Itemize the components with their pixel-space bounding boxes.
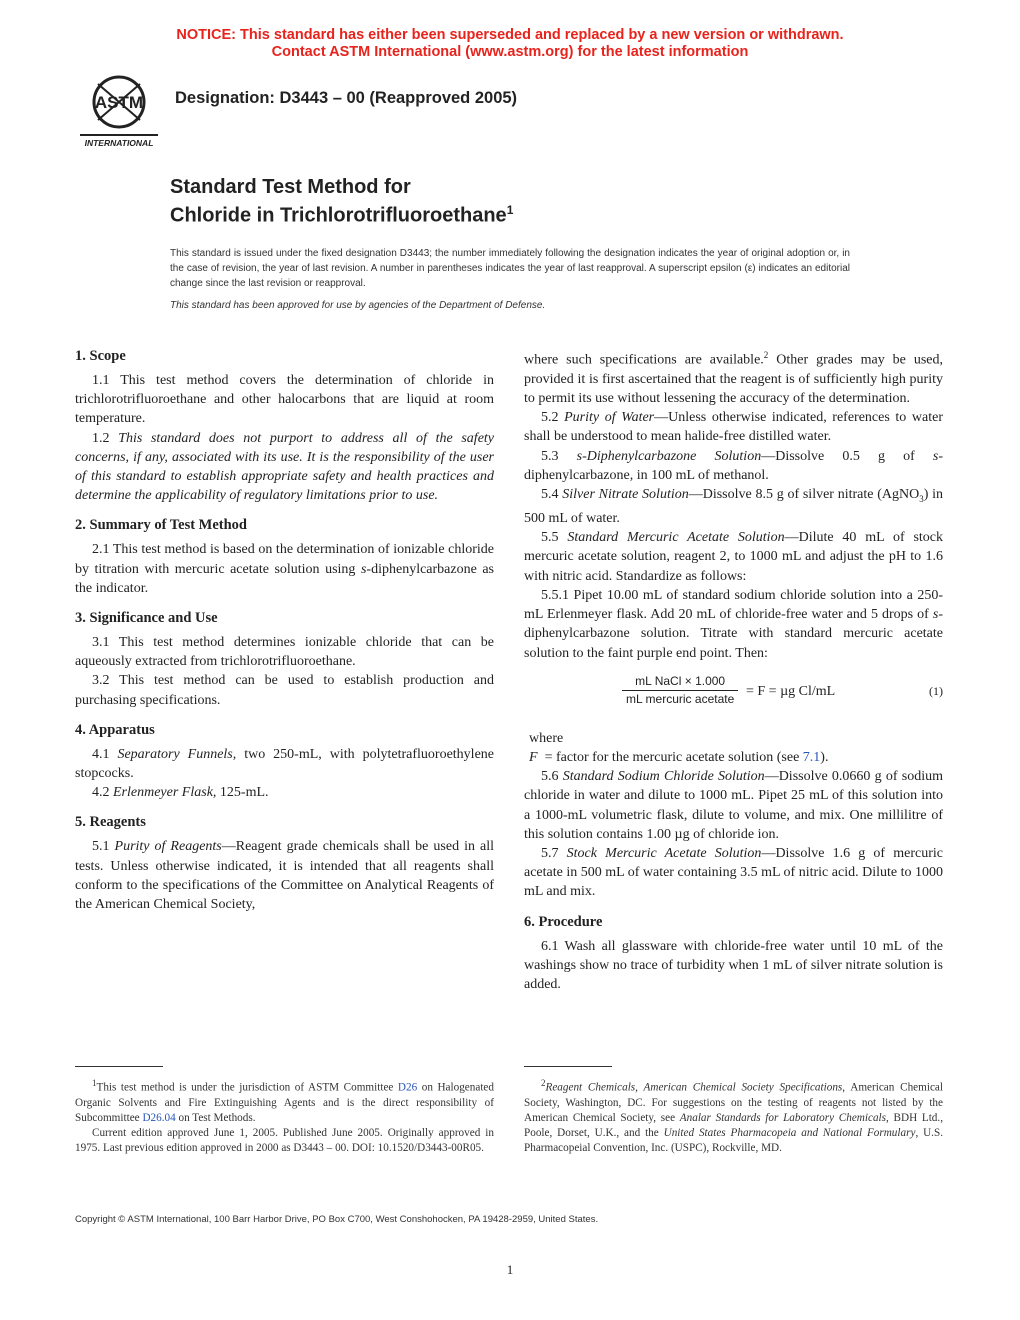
para-5-6-rest: —Dissolve 0.0660 g of sodium chloride in water and dilute to 1000 mL. Pipet 25 mL of this solution into a 1000-mL volumetric flask, dilute to volume, and mix. One millilitre of this solution contains 1.00 µg of chloride ion. — [524, 769, 943, 842]
para-5-7 — [524, 844, 943, 902]
title-line-2-text: Chloride in Trichlorotrifluoroethane — [170, 204, 507, 227]
notice-line-2: Contact ASTM International (www.astm.org) for the latest information — [271, 44, 749, 60]
section-heading-procedure: 6. Procedure — [524, 913, 603, 930]
para-2-1-italic: s — [360, 561, 367, 577]
para-5-6-term: Standard Sodium Chloride Solution — [562, 769, 765, 785]
para-2-1-b: -diphenylcarbazone as the indicator. — [75, 561, 494, 596]
para-5-5-1-a: 5.5.1 Pipet 10.00 mL of standard sodium chloride solution into a 250-mL Erlenmeyer flask. Add 20 mL of chloride-free water and 5 drops of — [524, 587, 943, 623]
where-symbol: F — [529, 749, 538, 765]
footnote-2-marker: 2 — [541, 1078, 546, 1088]
para-4-1 — [75, 745, 494, 783]
equation-result: = F = µg Cl/mL — [746, 683, 836, 699]
footnote-1-a: This test method is under the jurisdiction of ASTM Committee — [96, 1081, 398, 1094]
para-5-5-num: 5.5 — [541, 530, 559, 546]
where-definition — [524, 748, 943, 767]
astm-logo — [76, 72, 162, 148]
right-column — [524, 346, 943, 994]
footnote-1-para — [75, 1076, 494, 1126]
para-5-5-1-b: -diphenylcarbazone solution. Titrate with standard mercuric acetate solution to the faint purple end point. Then: — [524, 607, 943, 661]
para-3-1: 3.1 This test method determines ionizable chloride that can be aqueously extracted from trichlorotrifluoroethane. — [75, 635, 494, 670]
where-end: ). — [820, 749, 829, 765]
para-5-6-num: 5.6 — [541, 769, 559, 785]
title-footnote-marker: 1 — [506, 203, 514, 217]
para-4-2 — [75, 783, 494, 802]
para-2-1-a: 2.1 This test method is based on the determination of ionizable chloride by titration with mercuric acetate solution using — [75, 542, 494, 577]
para-5-3-rest-a: —Dissolve 0.5 g of — [761, 448, 933, 464]
para-5-4-rest-b: ) in 500 mL of water. — [524, 487, 943, 527]
footnote-2-para — [524, 1076, 943, 1156]
footnote-rule-left — [75, 1066, 163, 1067]
para-5-1-cont-a: where such specifications are available. — [524, 352, 764, 368]
footnote-2-a: , American Chemical Society, Washington, DC. For suggestions on the testing of reagents not listed by the American Chemical Society, see — [524, 1081, 944, 1124]
para-5-6 — [524, 767, 943, 844]
para-4-2-term: Erlenmeyer Flask — [113, 785, 213, 801]
footnote-2-b: , BDH Ltd., Poole, Dorset, U.K., and the — [524, 1111, 943, 1139]
section-heading-apparatus: 4. Apparatus — [75, 721, 155, 738]
equation-fraction — [622, 673, 738, 708]
para-4-2-rest: , 125-mL. — [212, 785, 269, 801]
footnote-1-b: on Halogenated Organic Solvents and Fire Extinguishing Agents and is the direct responsibility of Subcommittee — [75, 1081, 494, 1124]
para-1-2-num: 1.2 — [92, 430, 110, 446]
para-3-2: 3.2 This test method can be used to establish production and purchasing specifications. — [75, 673, 494, 708]
logo-subtext: INTERNATIONAL — [84, 138, 154, 148]
section-heading-significance: 3. Significance and Use — [75, 610, 218, 627]
para-4-1-term: Separatory Funnels — [117, 746, 233, 762]
section-ref-link[interactable]: 7.1 — [802, 749, 821, 765]
para-5-3-num: 5.3 — [541, 448, 559, 464]
para-4-2-num: 4.2 — [92, 785, 110, 801]
title-line-2 — [170, 199, 513, 228]
designation: Designation: D3443 – 00 (Reapproved 2005) — [175, 89, 518, 107]
para-5-3 — [524, 447, 943, 485]
para-5-4-subscript: 3 — [919, 493, 924, 504]
footnote-2-italic-2: Analar Standards for Laboratory Chemicals — [679, 1111, 886, 1124]
para-5-2-term: Purity of Water — [564, 410, 655, 426]
para-5-4-num: 5.4 — [541, 487, 559, 503]
para-5-7-term: Stock Mercuric Acetate Solution — [566, 845, 762, 861]
subcommittee-d26-04-link[interactable]: D26.04 — [142, 1111, 176, 1124]
para-5-4 — [524, 485, 943, 528]
footnote-2 — [524, 1076, 943, 1156]
para-5-3-term: s-Diphenylcarbazone Solution — [576, 448, 762, 464]
para-5-1-num: 5.1 — [92, 839, 110, 855]
para-4-1-num: 4.1 — [92, 746, 110, 762]
footnote-rule-right — [524, 1066, 612, 1067]
footnote-2-c: , U.S. Pharmacopeial Convention, Inc. (USPC), Rockville, MD. — [524, 1126, 943, 1154]
para-5-3-rest-b: -diphenylcarbazone, in 100 mL of methanol. — [524, 448, 944, 483]
para-5-2 — [524, 408, 943, 446]
document-title — [170, 176, 513, 228]
equation-denominator: mL mercuric acetate — [626, 691, 735, 706]
section-heading-scope: 1. Scope — [75, 348, 126, 364]
para-5-3-italic-s: s — [932, 448, 939, 464]
equation-1 — [524, 673, 943, 723]
title-line-1: Standard Test Method for — [170, 176, 411, 198]
para-1-2 — [75, 429, 494, 506]
para-5-1-cont-b: Other grades may be used, provided it is first ascertained that the reagent is of sufficiently high purity to permit its use without lessening the accuracy of the determination. — [524, 352, 943, 407]
where-label: where — [529, 730, 564, 746]
para-1-2-text: This standard does not purport to address all of the safety concerns, if any, associated with its use. It is the responsibility of the user of this standard to establish appropriate safety and health practices and determine the applicability of regulatory limitations prior to use. — [75, 430, 495, 504]
para-5-4-term: Silver Nitrate Solution — [562, 487, 689, 503]
footnote-ref-2: 2 — [763, 350, 769, 360]
page-number: 1 — [506, 1262, 514, 1277]
equation-numerator: mL NaCl × 1.000 — [622, 673, 738, 691]
para-5-4-rest-a: —Dissolve 8.5 g of silver nitrate (AgNO — [688, 487, 920, 503]
para-5-5-term: Standard Mercuric Acetate Solution — [567, 530, 785, 546]
intro-paragraph: This standard is issued under the fixed designation D3443; the number immediately following the designation indicates the year of original adoption or, in the case of revision, the year of last revision. A number in parentheses indicates the year of last reapproval. A superscript epsilon (ε) indicates an editorial change since the last revision or reapproval. — [170, 248, 850, 289]
footnote-1-c: on Test Methods. — [175, 1111, 256, 1124]
para-5-2-num: 5.2 — [541, 410, 559, 426]
committee-d26-link[interactable]: D26 — [397, 1081, 418, 1094]
where-text: = factor for the mercuric acetate solution (see — [544, 749, 803, 765]
para-1-1: 1.1 This test method covers the determination of chloride in trichlorotrifluoroethane and other halocarbons that are liquid at room temperature. — [75, 373, 494, 427]
footnote-1-marker: 1 — [92, 1078, 97, 1088]
footnote-1-edition: Current edition approved June 1, 2005. Published June 2005. Originally approved in 1975. Last previous edition approved in 2000 as D3443 – 00. DOI: 10.1520/D3443-00R05. — [75, 1126, 494, 1154]
footnote-2-italic-3: United States Pharmacopeia and National Formulary — [663, 1126, 916, 1139]
para-5-5-rest: —Dilute 40 mL of stock mercuric acetate solution, reagent 2, to 1000 mL and adjust the pH to 1.6 with nitric acid. Standardize as follows: — [524, 530, 943, 584]
para-5-7-num: 5.7 — [541, 845, 559, 861]
para-6-1: 6.1 Wash all glassware with chloride-free water until 10 mL of the washings show no trace of turbidity when 1 mL of silver nitrate solution is added. — [524, 938, 943, 992]
logo-text: ASTM — [94, 93, 144, 112]
left-column — [75, 346, 494, 914]
para-5-5 — [524, 528, 943, 586]
para-5-1 — [75, 837, 494, 914]
para-5-2-rest: —Unless otherwise indicated, references to water shall be understood to mean halide-free distilled water. — [524, 410, 943, 445]
notice-line-1: NOTICE: This standard has either been superseded and replaced by a new version or withdrawn. — [176, 27, 844, 43]
para-5-1-rest: —Reagent grade chemicals shall be used in all tests. Unless otherwise indicated, it is intended that all reagents shall conform to the specifications of the Committee on Analytical Reagents of the American Chemical Society, — [75, 839, 494, 913]
dod-approval-note: This standard has been approved for use by agencies of the Department of Defense. — [170, 300, 546, 311]
footnote-1 — [75, 1076, 494, 1156]
section-heading-reagents: 5. Reagents — [75, 814, 146, 831]
equation-number: (1) — [929, 683, 943, 698]
para-5-5-1-italic-s: s — [932, 607, 939, 623]
para-5-7-rest: —Dissolve 1.6 g of mercuric acetate in 500 mL of water containing 3.5 mL of nitric acid. Dilute to 1000 mL and mix. — [524, 845, 943, 900]
para-4-1-rest: , two 250-mL, with polytetrafluoroethylene stopcocks. — [75, 746, 494, 782]
section-heading-summary: 2. Summary of Test Method — [75, 517, 247, 534]
copyright-line: Copyright © ASTM International, 100 Barr Harbor Drive, PO Box C700, West Conshohocken, PA 19428-2959, United States. — [75, 1214, 599, 1225]
para-5-1-term: Purity of Reagents — [114, 839, 222, 855]
supersede-notice — [0, 27, 1020, 61]
footnote-2-italic-1: Reagent Chemicals, American Chemical Society Specifications — [545, 1081, 843, 1094]
para-5-1-continued — [524, 346, 943, 408]
para-2-1 — [75, 540, 494, 598]
para-5-5-1 — [524, 586, 943, 663]
